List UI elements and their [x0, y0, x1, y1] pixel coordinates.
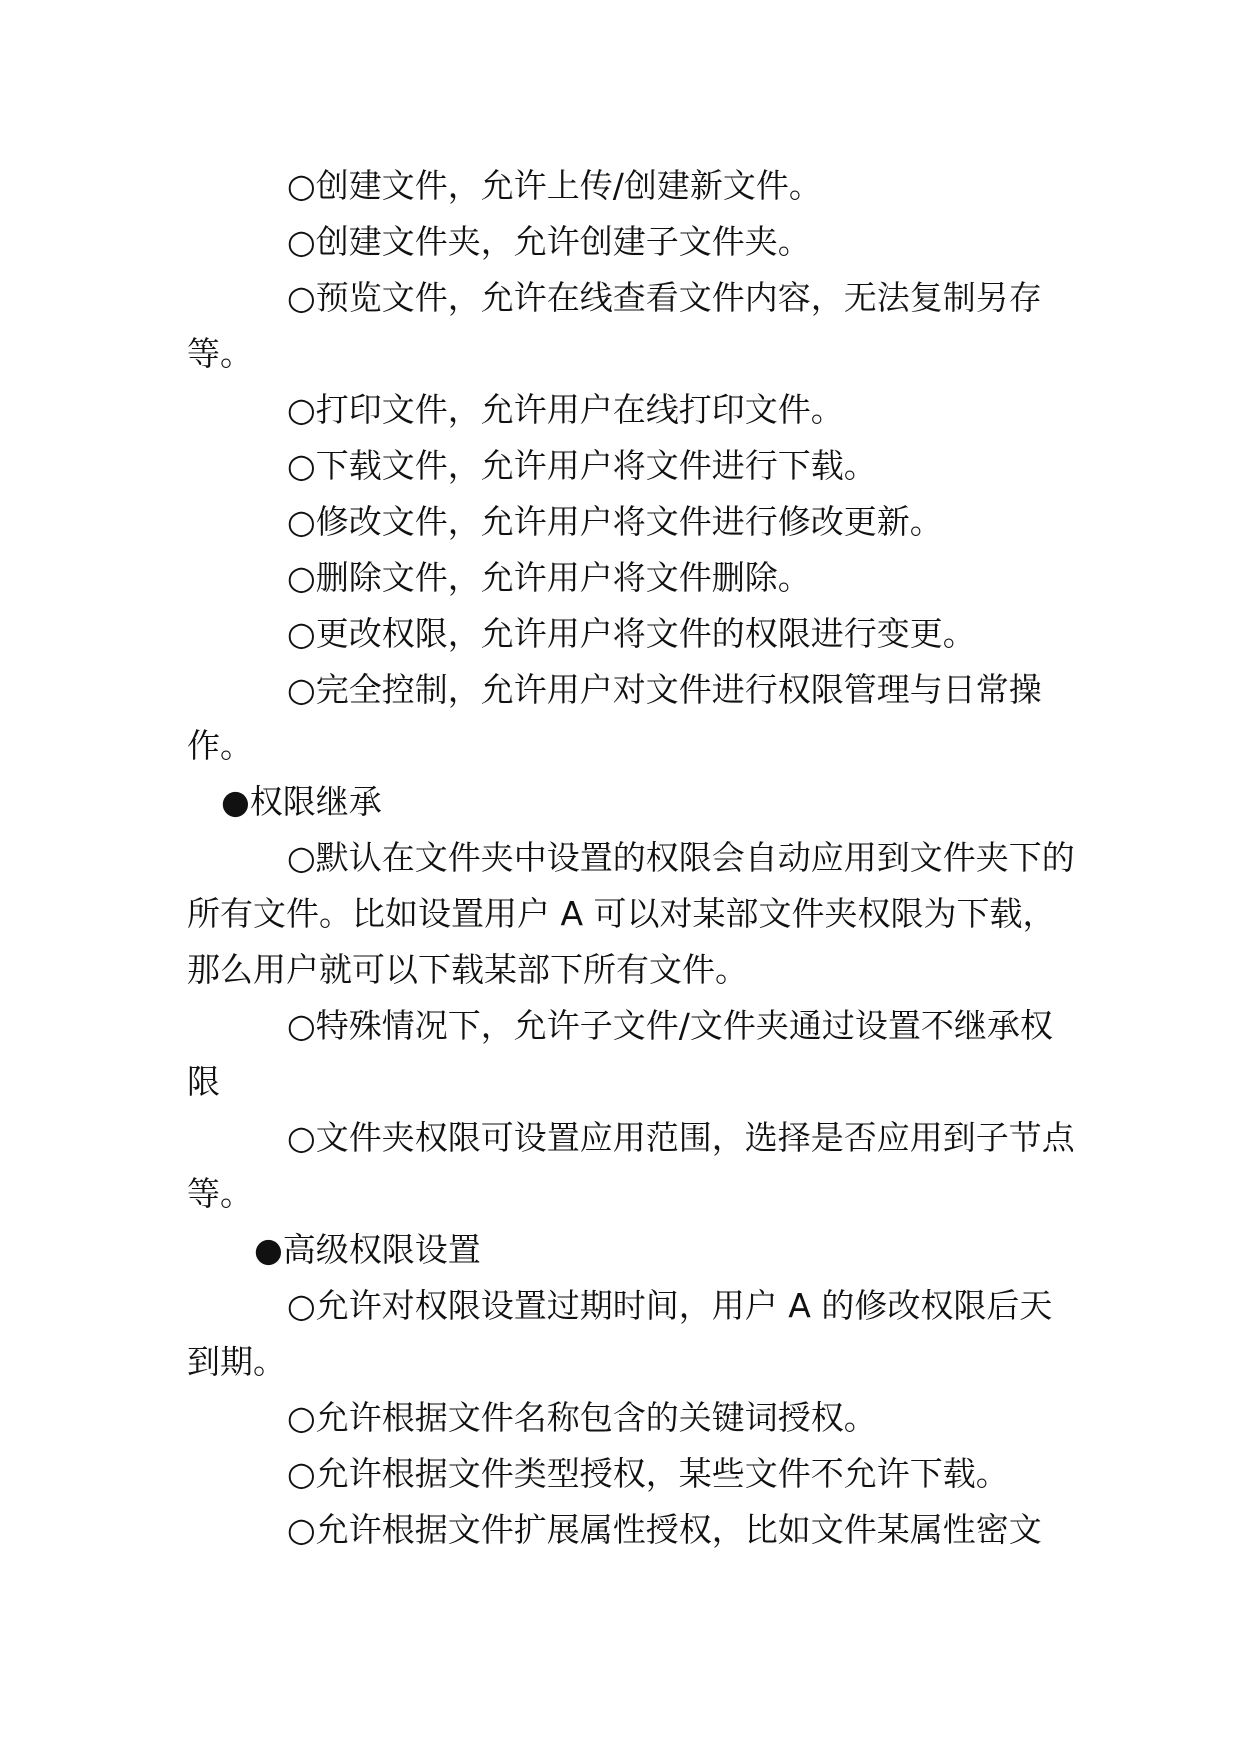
section-heading-inheritance: ●权限继承 [221, 782, 382, 821]
permission-delete-file: ○删除文件，允许用户将文件删除。 [287, 558, 811, 597]
advanced-file-type: ○允许根据文件类型授权，某些文件不允许下载。 [287, 1454, 1009, 1493]
section-heading-advanced: ●高级权限设置 [254, 1230, 481, 1269]
advanced-keyword: ○允许根据文件名称包含的关键词授权。 [287, 1398, 877, 1437]
permission-create-file: ○创建文件，允许上传/创建新文件。 [287, 166, 822, 205]
inheritance-scope: ○文件夹权限可设置应用范围，选择是否应用到子节点等。 [187, 1118, 1075, 1213]
permission-create-folder: ○创建文件夹，允许创建子文件夹。 [287, 222, 811, 261]
permission-modify-file: ○修改文件，允许用户将文件进行修改更新。 [287, 502, 943, 541]
permission-full-control: ○完全控制，允许用户对文件进行权限管理与日常操作。 [187, 670, 1042, 765]
advanced-extended-attribute: ○允许根据文件扩展属性授权，比如文件某属性密文 [287, 1510, 1042, 1549]
document-body [187, 158, 1077, 1558]
permission-download-file: ○下载文件，允许用户将文件进行下载。 [287, 446, 877, 485]
permission-change-permission: ○更改权限，允许用户将文件的权限进行变更。 [287, 614, 976, 653]
advanced-expiry: ○允许对权限设置过期时间，用户 A 的修改权限后天到期。 [187, 1286, 1053, 1381]
permission-preview-file: ○预览文件，允许在线查看文件内容，无法复制另存等。 [187, 278, 1042, 373]
inheritance-default: ○默认在文件夹中设置的权限会自动应用到文件夹下的所有文件。比如设置用户 A 可以对某部文件夹权限为下载，那么用户就可以下载某部下所有文件。 [187, 838, 1075, 989]
permission-print-file: ○打印文件，允许用户在线打印文件。 [287, 390, 844, 429]
inheritance-special-case: ○特殊情况下，允许子文件/文件夹通过设置不继承权限 [187, 1006, 1053, 1101]
